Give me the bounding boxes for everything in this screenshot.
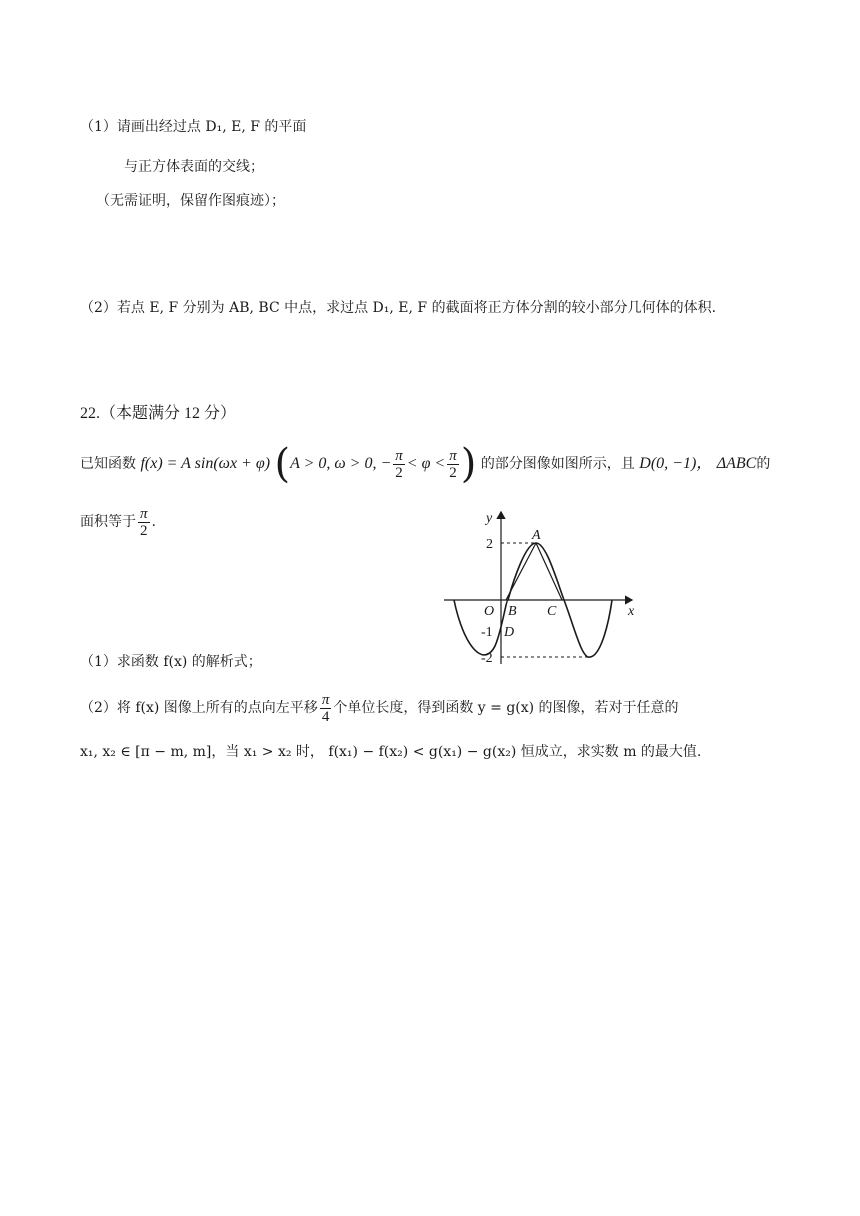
p22-part1: （1）求函数 f(x) 的解析式； — [80, 654, 262, 670]
tick-label-2: 2 — [486, 537, 493, 552]
p21-part2: （2）若点 E, F 分别为 AB, BC 中点，求过点 D₁, E, F 的截面将正方体分割的较小部分几何体的体积. — [80, 300, 717, 316]
p22-stem-suffix: 的部分图像如图所示，且 — [480, 456, 635, 472]
p21-part1-line2: 与正方体表面的交线； — [124, 159, 264, 175]
p22-stem-condition-mid: < φ < — [406, 455, 446, 472]
p21-part1-line1: （1）请画出经过点 D₁, E, F 的平面 — [80, 119, 307, 135]
right-paren: ) — [460, 441, 477, 487]
pi-over-4-fraction: $\frac{\pi}{4}$ — [321, 691, 330, 725]
origin-label: O — [484, 604, 495, 619]
triangle-side-AC — [536, 543, 562, 600]
x-axis-label: x — [628, 604, 635, 619]
p22-stem-formula: f(x) = A sin(ωx + φ) — [140, 455, 271, 472]
p22-stem-end: 的 — [756, 456, 771, 472]
triangle-side-BA — [506, 543, 536, 600]
p22-area-text: 面积等于 — [80, 514, 136, 530]
point-C-label: C — [547, 604, 557, 619]
p22-stem-point: D(0, −1)， — [639, 455, 713, 472]
tick-label-neg1: -1 — [481, 625, 493, 640]
p22-part2-line2: x₁, x₂ ∈ [π − m, m]，当 x₁ > x₂ 时， f(x₁) − f(x₂) < g(x₁) − g(x₂) 恒成立，求实数 m 的最大值. — [80, 744, 702, 760]
p22-stem-condition: A > 0, ω > 0, − — [290, 455, 392, 472]
point-B-label: B — [508, 604, 517, 619]
tick-label-neg2: -2 — [481, 651, 493, 666]
p22-part2-prefix: （2）将 f(x) 图像上所有的点向左平移 — [80, 700, 318, 716]
p22-stem-prefix: 已知函数 — [80, 456, 136, 472]
p22-stem — [80, 441, 771, 487]
p22-heading: 22.（本题满分 12 分） — [80, 405, 237, 422]
pi-over-2-fraction-left: $\frac{\pi}{2}$ — [395, 447, 403, 481]
p22-part2 — [80, 688, 679, 728]
p22-part2-suffix: 个单位长度，得到函数 y = g(x) 的图像，若对于任意的 — [333, 700, 679, 716]
point-D-label: D — [504, 625, 515, 640]
p22-area — [80, 502, 156, 542]
pi-over-2-fraction-area: $\frac{\pi}{2}$ — [140, 505, 148, 539]
p21-part1-line3: （无需证明，保留作图痕迹）； — [96, 193, 285, 209]
left-paren: ( — [274, 441, 291, 487]
y-axis-label: y — [486, 511, 493, 526]
point-A-label: A — [532, 528, 541, 543]
sine-graph — [440, 508, 650, 668]
p22-area-period: . — [151, 514, 156, 530]
p22-stem-triangle: ΔABC — [716, 455, 757, 472]
pi-over-2-fraction-right: $\frac{\pi}{2}$ — [449, 447, 457, 481]
